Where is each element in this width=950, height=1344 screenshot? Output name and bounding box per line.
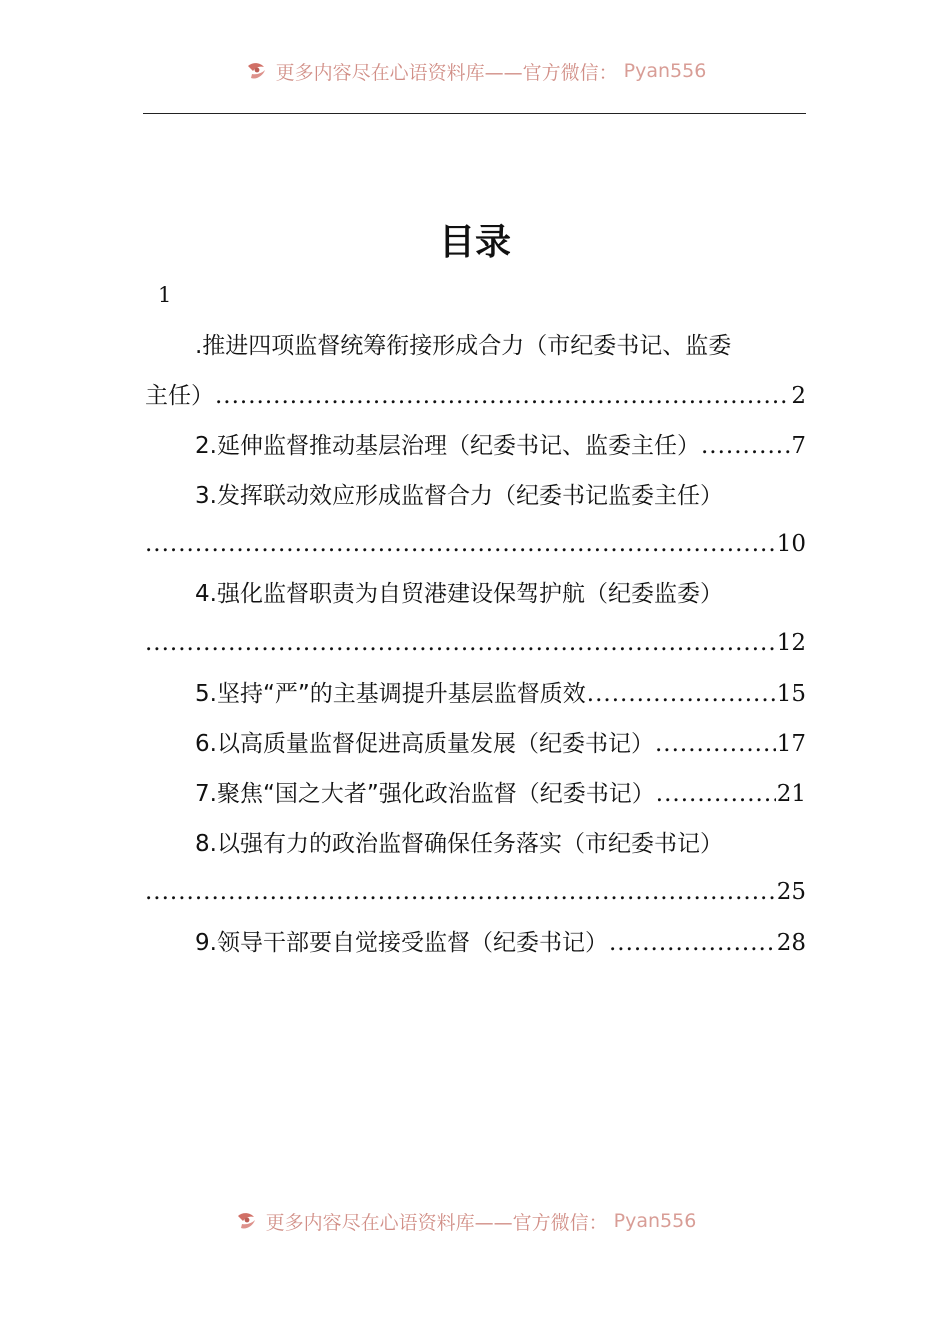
toc-entry-1-line-1 [195,328,806,364]
toc-entry-title: 2.延伸监督推动基层治理（纪委书记、监委主任） [195,433,700,459]
toc-leader-dots [701,428,790,464]
toc-page-number: 25 [776,879,806,905]
toc-page-number: 17 [776,731,806,757]
toc-entry-2 [195,428,806,464]
toc-page-number: 21 [776,781,806,807]
toc-entry-3-line-1 [195,478,806,514]
toc-entry-4-line-1 [195,576,806,612]
toc-leader-dots [145,625,776,661]
watermark-wechat-id: Pyan556 [623,60,707,82]
toc-leader-dots [587,676,776,712]
toc-entry-title: 7.聚焦“国之大者”强化政治监督（纪委书记） [195,781,655,807]
toc-entry-7 [195,776,806,812]
toc-entry-title: .推进四项监督统筹衔接形成合力（市纪委书记、监委 [195,333,732,359]
toc-leader-dots [655,726,776,762]
toc-entry-title-continued: 主任） [145,383,214,409]
toc-entry-3-line-2 [145,526,806,562]
header-rule [143,113,806,114]
toc-page-number: 15 [776,681,806,707]
toc-entry-title: 9.领导干部要自觉接受监督（纪委书记） [195,930,608,956]
watermark-logo-icon [234,1208,260,1234]
toc-entry-title: 6.以高质量监督促进高质量发展（纪委书记） [195,731,654,757]
toc-leader-dots [609,925,776,961]
watermark-wechat-id: Pyan556 [613,1210,697,1232]
header-watermark [0,56,950,86]
toc-page-number: 10 [776,531,806,557]
toc-page-number: 28 [776,930,806,956]
toc-entry-9 [195,925,806,961]
footer-watermark [0,1206,940,1236]
watermark-text: 更多内容尽在心语资料库——官方微信： [265,1211,608,1234]
watermark-logo-icon [244,58,270,84]
toc-entry-8-line-1 [195,826,806,862]
toc-entry-8-line-2 [145,874,806,910]
toc-entry-title: 4.强化监督职责为自贸港建设保驾护航（纪委监委） [195,581,723,607]
toc-number: 1 [158,283,172,307]
page-title: 目录 [438,222,511,263]
toc-leader-dots [145,526,776,562]
toc-page-number: 2 [791,383,806,409]
toc-entry-title: 8.以强有力的政治监督确保任务落实（市纪委书记） [195,831,723,857]
watermark-text: 更多内容尽在心语资料库——官方微信： [275,61,618,84]
toc-leader-dots [656,776,776,812]
toc-entry-5 [195,676,806,712]
toc-entry-1-line-2 [145,378,806,414]
toc-page-number: 7 [791,433,806,459]
toc-page-number: 12 [776,630,806,656]
toc-leader-dots [215,378,790,414]
toc-entry-title: 5.坚持“严”的主基调提升基层监督质效 [195,681,586,707]
toc-entry-title: 3.发挥联动效应形成监督合力（纪委书记监委主任） [195,483,723,509]
toc-entry-6 [195,726,806,762]
toc-entry-4-line-2 [145,625,806,661]
toc-leader-dots [145,874,776,910]
